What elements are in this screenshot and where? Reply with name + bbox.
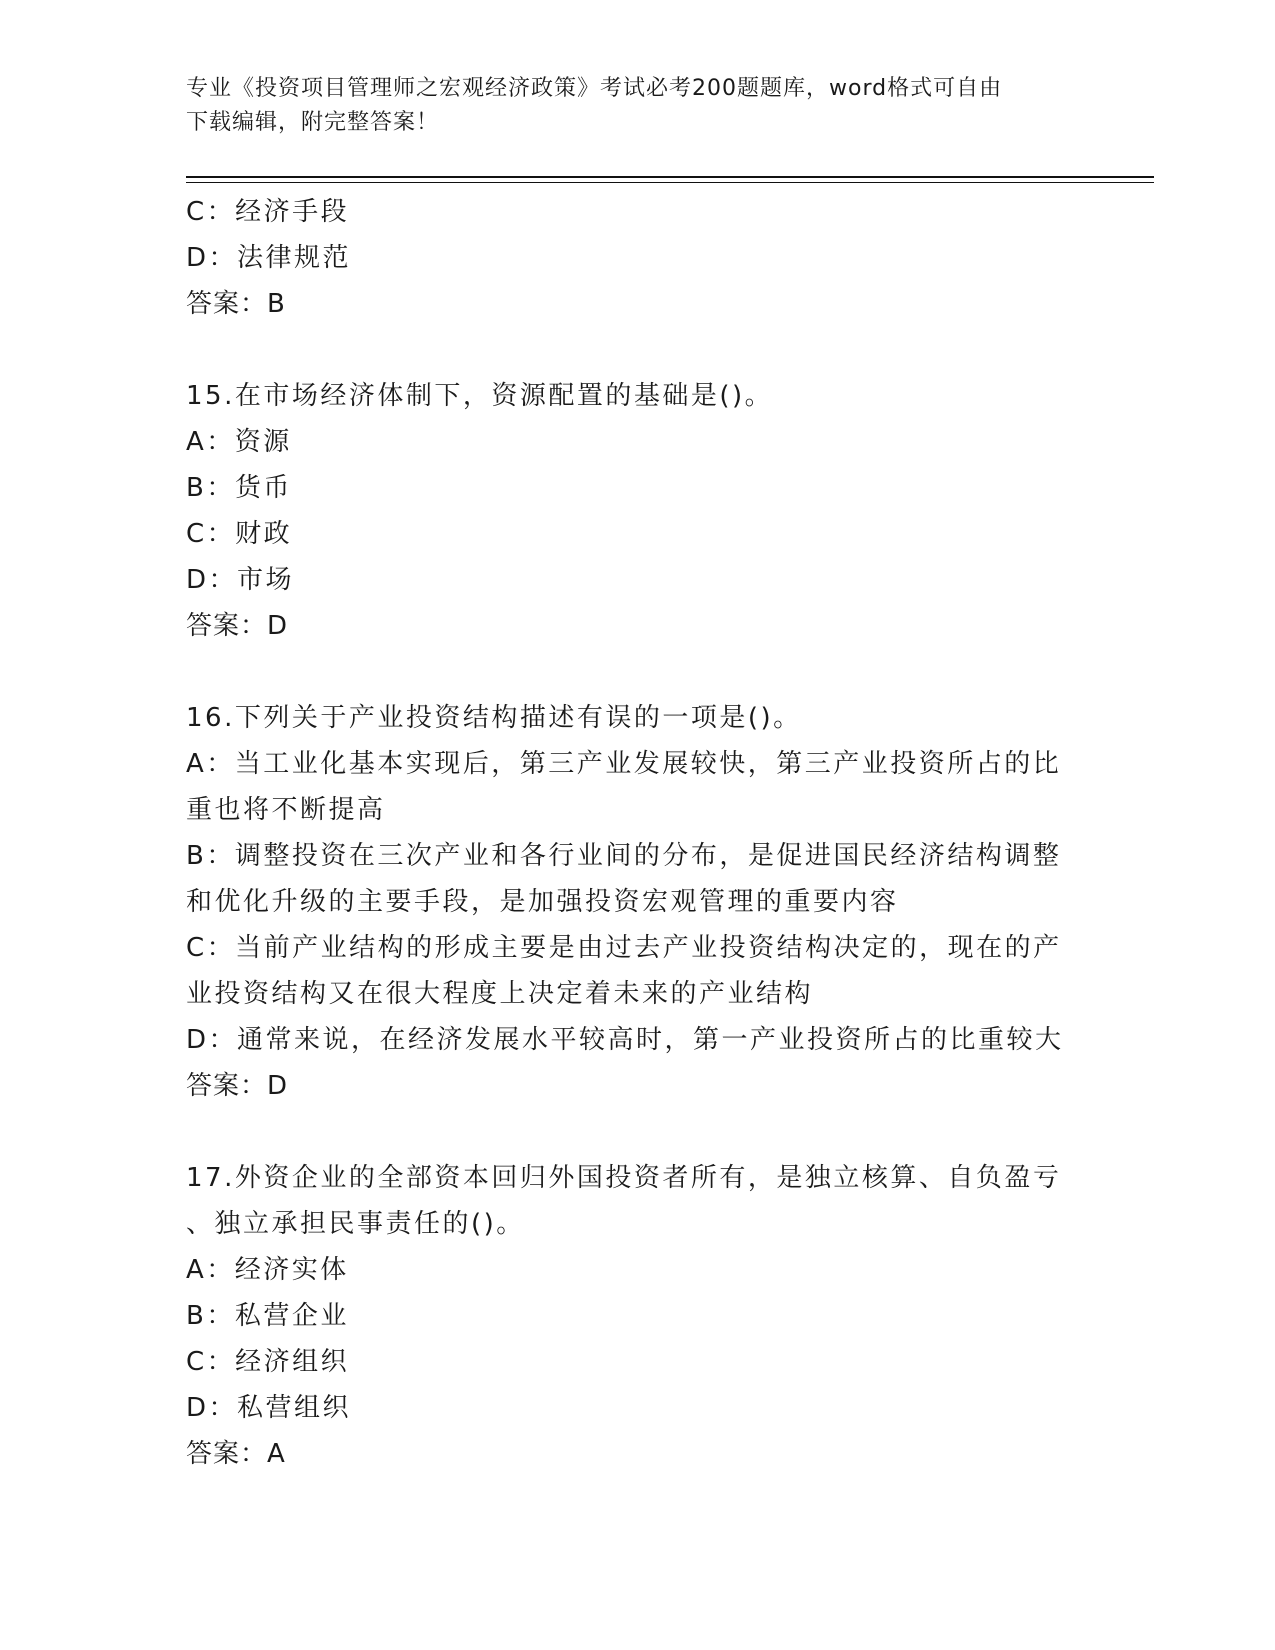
option-a-continued: 重也将不断提高 [186, 795, 386, 825]
option-b: B：私营企业 [186, 1301, 349, 1331]
answer-line: 答案：A [186, 1439, 286, 1469]
option-c: C：当前产业结构的形成主要是由过去产业投资结构决定的，现在的产 [186, 933, 1062, 963]
option-d: D：法律规范 [186, 243, 352, 273]
spacer [186, 327, 1086, 373]
question-stem: 17.外资企业的全部资本回归外国投资者所有，是独立核算、自负盈亏 [186, 1163, 1062, 1193]
spacer [186, 649, 1086, 695]
option-d: D：市场 [186, 565, 295, 595]
header-rule-thick [186, 176, 1154, 178]
option-d: D：私营组织 [186, 1393, 352, 1423]
header-line-1: 专业《投资项目管理师之宏观经济政策》考试必考200题题库，word格式可自由 [186, 76, 1003, 101]
question-stem: 16.下列关于产业投资结构描述有误的一项是()。 [186, 703, 802, 733]
answer-line: 答案：D [186, 611, 289, 641]
option-b-continued: 和优化升级的主要手段，是加强投资宏观管理的重要内容 [186, 887, 899, 917]
answer-line: 答案：D [186, 1071, 289, 1101]
question-stem-continued: 、独立承担民事责任的()。 [186, 1209, 525, 1239]
option-b: B：调整投资在三次产业和各行业间的分布，是促进国民经济结构调整 [186, 841, 1062, 871]
option-b: B：货币 [186, 473, 292, 503]
option-c: C：经济手段 [186, 197, 350, 227]
option-a: A：经济实体 [186, 1255, 349, 1285]
question-stem: 15.在市场经济体制下，资源配置的基础是()。 [186, 381, 774, 411]
option-c: C：财政 [186, 519, 293, 549]
option-c-continued: 业投资结构又在很大程度上决定着未来的产业结构 [186, 979, 814, 1009]
option-a: A：资源 [186, 427, 292, 457]
answer-line: 答案：B [186, 289, 286, 319]
spacer [186, 1109, 1086, 1155]
document-header [186, 72, 1086, 140]
option-c: C：经济组织 [186, 1347, 350, 1377]
option-a: A：当工业化基本实现后，第三产业发展较快，第三产业投资所占的比 [186, 749, 1062, 779]
question-content [186, 189, 1086, 1477]
header-rule-thin [186, 182, 1154, 183]
header-line-2: 下载编辑，附完整答案！ [186, 110, 440, 135]
option-d: D：通常来说，在经济发展水平较高时，第一产业投资所占的比重较大 [186, 1025, 1064, 1055]
